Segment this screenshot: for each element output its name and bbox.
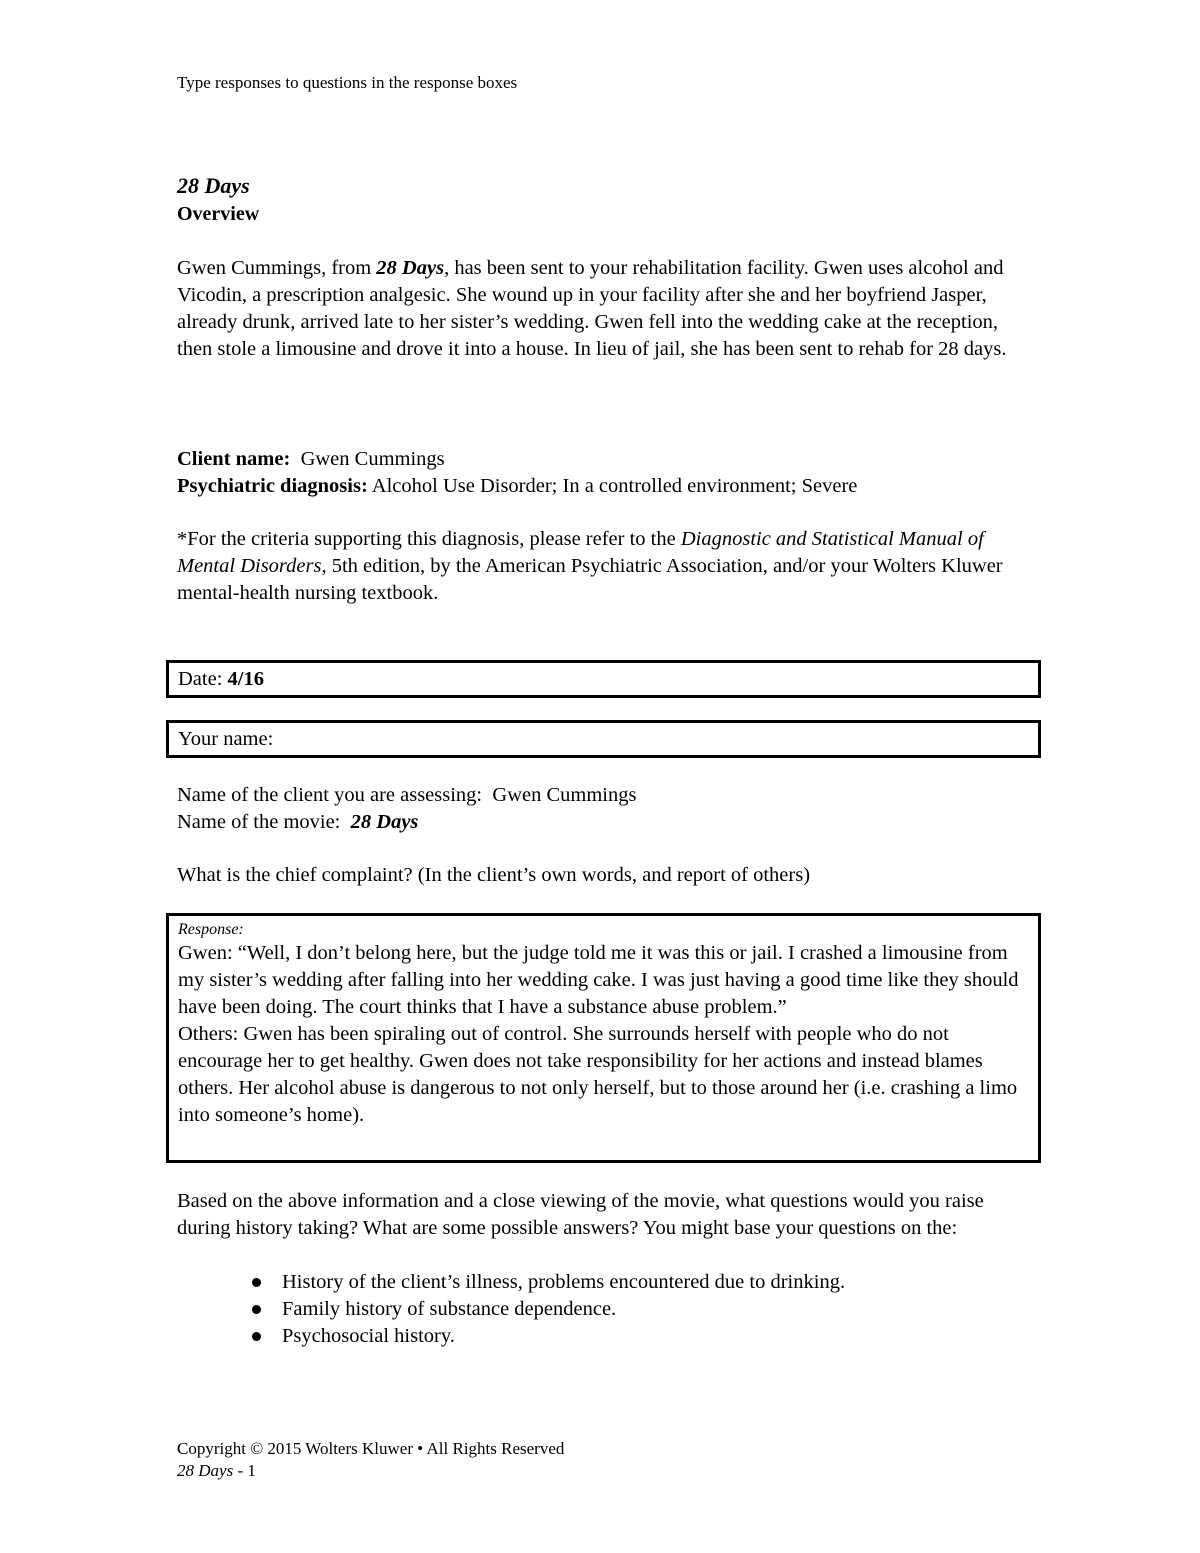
history-bullet-list [240,1269,845,1350]
header-instruction: Type responses to questions in the response boxes [177,73,518,92]
assessing-client-value: Gwen Cummings [492,784,637,806]
bullet-text: History of the client’s illness, problems encountered due to drinking. [282,1271,846,1293]
date-value: 4/16 [227,668,264,690]
document-title: 28 Days [177,173,250,198]
response-others-report: Others: Gwen has been spiraling out of control. She surrounds herself with people who do not encourage her to get healthy. Gwen does not take responsibility for her actions and instead blames others. Her alcohol abuse is dangerous to not only herself, but to those around her (i.e. crashing a limo into someone’s home). [178,1023,1018,1126]
criteria-text-part1: *For the criteria supporting this diagnosis, please refer to the [177,528,681,550]
page-footer [177,1438,564,1482]
bullet-text: Family history of substance dependence. [282,1298,617,1320]
movie-name-line [177,809,1037,836]
dsm-manual-title: Diagnostic and Statistical Manual of Mental Disorders [177,528,984,577]
assessing-client-label: Name of the client you are assessing: [177,784,483,806]
client-name-line [177,446,1037,473]
page-number-line [177,1460,564,1482]
your-name-label: Your name: [178,728,274,750]
overview-text-part2: , has been sent to your rehabilitation facility. Gwen uses alcohol and Vicodin, a prescription analgesic. She wound up in your facility after she and her boyfriend Jasper, already drunk, arrived late to her sister’s wedding. Gwen fell into the wedding cake at the reception, then stole a limousine and drove it into a house. In lieu of jail, she has been sent to rehab for 28 days. [177,257,1007,360]
list-item [240,1296,845,1323]
overview-heading: Overview [177,203,260,225]
client-name-label: Client name: [177,448,291,470]
diagnosis-value: Alcohol Use Disorder; In a controlled environment; Severe [371,475,858,497]
overview-movie-title: 28 Days [376,257,445,279]
bullet-text: Psychosocial history. [282,1325,455,1347]
response-gwen-quote: Gwen: “Well, I don’t belong here, but the judge told me it was this or jail. I crashed a limousine from my sister’s wedding after falling into her wedding cake. I was just having a good time like they should have been doing. The court thinks that I have a substance abuse problem.” [178,942,1019,1018]
bullet-icon [252,1332,261,1341]
overview-text-part1: Gwen Cummings, from [177,257,377,279]
your-name-field[interactable] [166,720,1041,758]
movie-name-value: 28 Days [350,811,419,833]
assessment-info [177,782,1037,836]
date-label: Date: [178,668,223,690]
diagnosis-label: Psychiatric diagnosis: [177,475,368,497]
movie-name-label: Name of the movie: [177,811,341,833]
history-question: Based on the above information and a close viewing of the movie, what questions would you raise during history taking? What are some possible answers? You might base your questions on the: [177,1190,984,1239]
client-name-value: Gwen Cummings [300,448,445,470]
overview-paragraph [177,255,1037,363]
date-field[interactable] [166,660,1041,698]
copyright-line: Copyright © 2015 Wolters Kluwer • All Rights Reserved [177,1439,565,1458]
diagnosis-line [177,473,1037,500]
bullet-icon [252,1278,261,1287]
client-info [177,446,1037,500]
assessing-client-line [177,782,1037,809]
page-label: 28 Days [177,1461,234,1480]
page-number: - 1 [233,1461,256,1480]
bullet-icon [252,1305,261,1314]
chief-complaint-question: What is the chief complaint? (In the client’s own words, and report of others) [177,864,811,886]
list-item [240,1323,845,1350]
response-box[interactable] [166,913,1041,1163]
list-item [240,1269,845,1296]
criteria-paragraph [177,526,1037,607]
response-label: Response: [178,921,244,938]
criteria-text-part2: , 5th edition, by the American Psychiatric Association, and/or your Wolters Kluwer mental-health nursing textbook. [177,555,1003,604]
